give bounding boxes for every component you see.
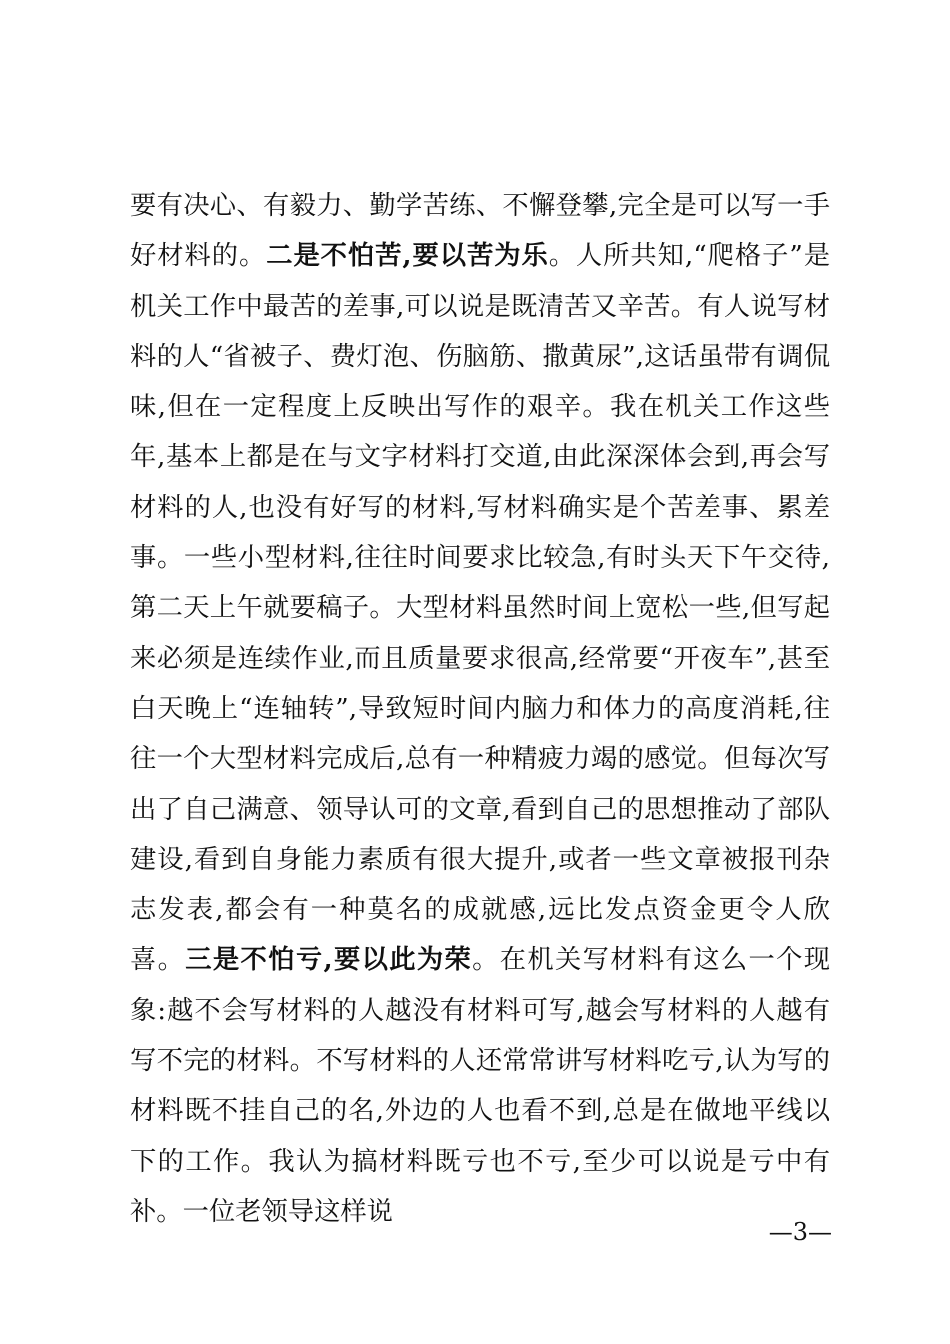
page-number: —3— [768,1218,832,1246]
body-paragraph [130,181,830,1237]
bold-heading-2: 二是不怕苦,要以苦为乐 [266,240,549,272]
bold-heading-3: 三是不怕亏,要以此为荣 [185,944,473,976]
text-segment: 。在机关写材料有这么一个现象:越不会写材料的人越没有材料可写,越会写材料的人越有写不完的材料。不写材料的人还常常讲写材料吃亏,认为写的材料既不挂自己的名,外边的人也看不到,总是在做地平线以下的工作。我认为搞材料既亏也不亏,至少可以说是亏中有补。一位老领导这样说 [130,945,831,1227]
text-segment: 要有决心、有毅力、勤学苦练、不懈登攀,完全是可以写一手好材料的。 [130,191,830,272]
text-segment: 。人所共知,“爬格子”是机关工作中最苦的差事,可以说是既清苦又辛苦。有人说写材料的人“省被子、费灯泡、伤脑筋、撒黄尿”,这话虽带有调侃味,但在一定程度上反映出写作的艰辛。我在机关工作这些年,基本上都是在与文字材料打交道,由此深深体会到,再会写材料的人,也没有好写的材料,写材料确实是个苦差事、累差事。一些小型材料,往往时间要求比较急,有时头天下午交待,第二天上午就要稿子。大型材料虽然时间上宽松一些,但写起来必须是连续作业,而且质量要求很高,经常要“开夜车”,甚至白天晚上“连轴转”,导致短时间内脑力和体力的高度消耗,往往一个大型材料完成后,总有一种精疲力竭的感觉。但每次写出了自己满意、领导认可的文章,看到自己的思想推动了部队建设,看到自身能力素质有很大提升,或者一些文章被报刊杂志发表,都会有一种莫名的成就感,远比发点资金更令人欣喜。 [130,241,831,976]
